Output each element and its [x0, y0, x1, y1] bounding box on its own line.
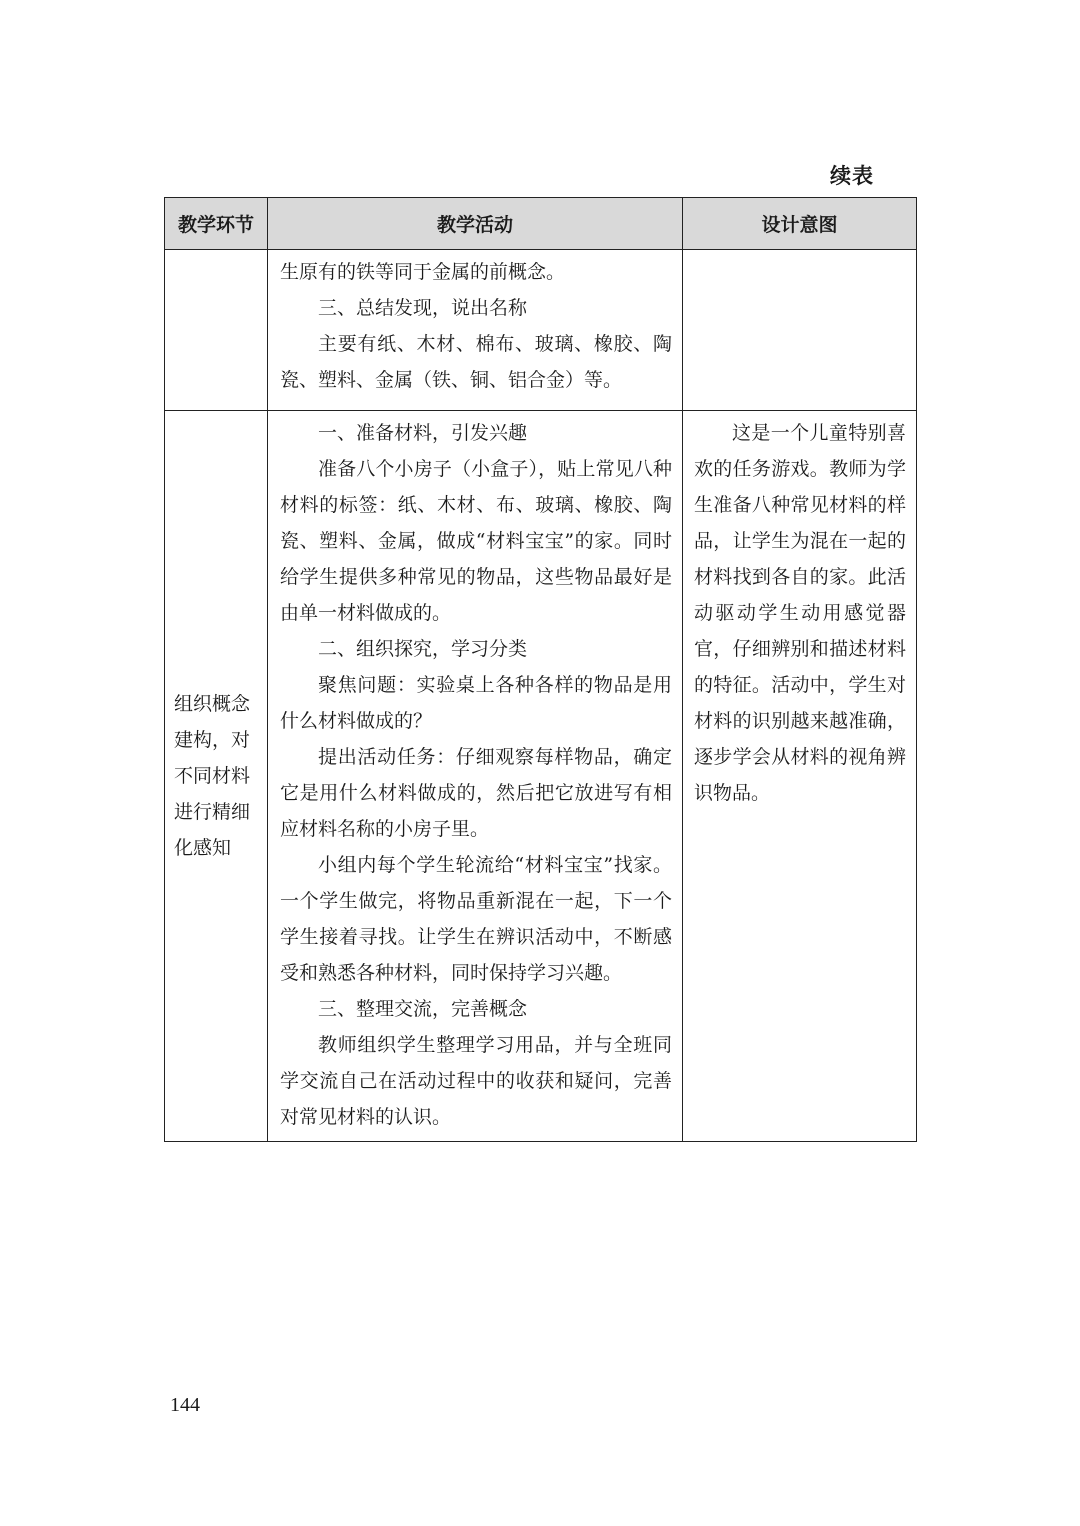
- activity-paragraph: 准备八个小房子（小盒子），贴上常见八种材料的标签：纸、木材、布、玻璃、橡胶、陶瓷、塑料、金属，做成“材料宝宝”的家。同时给学生提供多种常见的物品，这些物品最好是由单一材料做成的。: [280, 458, 672, 624]
- page-number: 144: [170, 1394, 200, 1416]
- stage-label: 组织概念建构，对不同材料进行精细化感知: [174, 693, 251, 859]
- activity-paragraph: 聚焦问题：实验桌上各种各样的物品是用什么材料做成的？: [280, 674, 672, 732]
- activity-heading: 三、总结发现，说出名称: [318, 297, 528, 319]
- table-row: [165, 250, 917, 411]
- header-activity: 教学活动: [268, 198, 683, 250]
- activity-paragraph: 提出活动任务：仔细观察每样物品，确定它是用什么材料做成的，然后把它放进写有相应材料名称的小房子里。: [280, 746, 672, 840]
- table-header-row: [165, 198, 917, 250]
- activity-paragraph: 主要有纸、木材、棉布、玻璃、橡胶、陶瓷、塑料、金属（铁、铜、铝合金）等。: [280, 333, 672, 391]
- continued-table-label: 续表: [830, 164, 874, 188]
- activity-paragraph: 教师组织学生整理学习用品，并与全班同学交流自己在活动过程中的收获和疑问，完善对常见材料的认识。: [280, 1034, 672, 1128]
- activity-heading: 三、整理交流，完善概念: [318, 998, 528, 1020]
- intent-cell: [683, 250, 917, 411]
- activity-cell: [268, 411, 683, 1142]
- intent-text: 这是一个儿童特别喜欢的任务游戏。教师为学生准备八种常见材料的样品，让学生为混在一起的材料找到各自的家。此活动驱动学生动用感觉器官，仔细辨别和描述材料的特征。活动中，学生对材料的识别越来越准确，逐步学会从材料的视角辨识物品。: [694, 422, 906, 804]
- intent-cell: [683, 411, 917, 1142]
- activity-heading: 一、准备材料，引发兴趣: [318, 422, 528, 444]
- activity-heading: 二、组织探究，学习分类: [318, 638, 528, 660]
- header-stage: 教学环节: [165, 198, 268, 250]
- header-intent: 设计意图: [683, 198, 917, 250]
- stage-cell: [165, 250, 268, 411]
- stage-cell: [165, 411, 268, 1142]
- activity-paragraph: 生原有的铁等同于金属的前概念。: [280, 261, 566, 283]
- activity-paragraph: 小组内每个学生轮流给“材料宝宝”找家。一个学生做完，将物品重新混在一起，下一个学生接着寻找。让学生在辨识活动中，不断感受和熟悉各种材料，同时保持学习兴趣。: [280, 854, 672, 984]
- table-row: [165, 411, 917, 1142]
- lesson-plan-table: [164, 197, 917, 1142]
- activity-cell: [268, 250, 683, 411]
